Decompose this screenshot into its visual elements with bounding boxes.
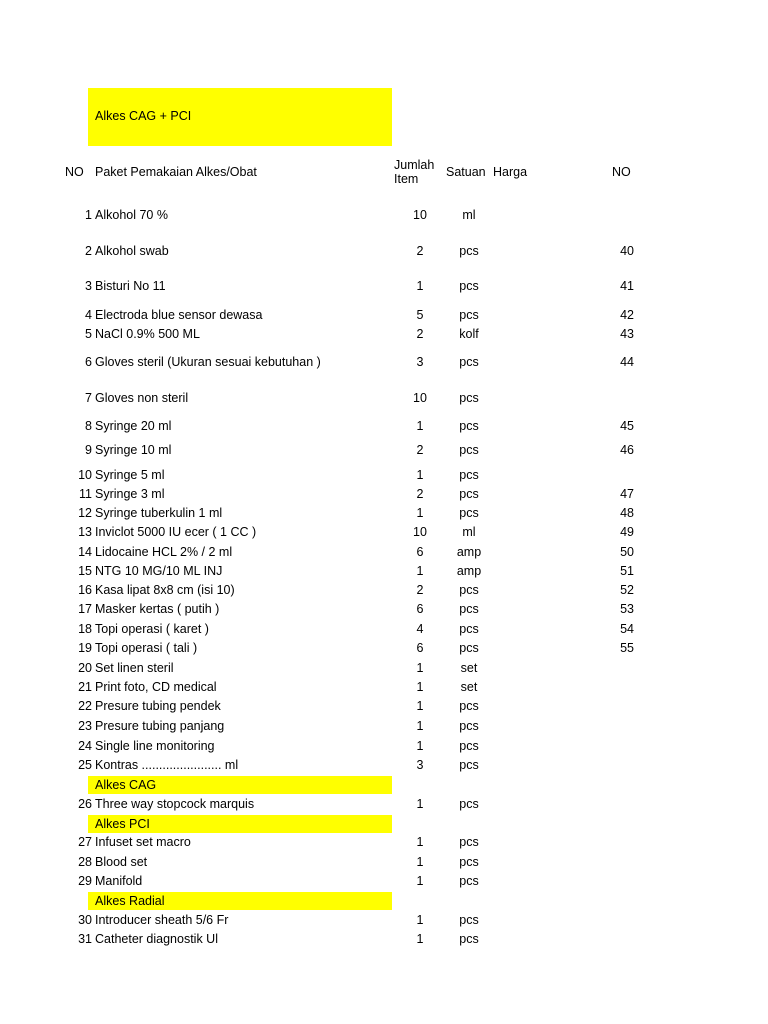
item-quantity: 1 xyxy=(416,855,424,869)
item-unit: pcs xyxy=(459,739,479,753)
item-name: Alkohol swab xyxy=(95,244,169,258)
row-number: 17 xyxy=(78,602,92,616)
table-row xyxy=(0,659,768,677)
row-number-right: 44 xyxy=(620,355,634,369)
table-row xyxy=(0,756,768,774)
item-unit: amp xyxy=(456,545,482,559)
item-unit: pcs xyxy=(459,279,479,293)
table-row xyxy=(0,325,768,343)
table-row xyxy=(0,737,768,755)
item-quantity: 1 xyxy=(416,797,424,811)
item-name: Three way stopcock marquis xyxy=(95,797,255,811)
table-row xyxy=(0,581,768,599)
row-number: 18 xyxy=(78,622,92,636)
item-unit: amp xyxy=(456,564,482,578)
item-quantity: 6 xyxy=(416,602,424,616)
table-row xyxy=(0,697,768,715)
row-number-right: 45 xyxy=(620,419,634,433)
header-satuan: Satuan xyxy=(446,165,486,179)
row-number: 8 xyxy=(85,419,92,433)
header-no-right: NO xyxy=(612,165,631,179)
section-header xyxy=(88,892,392,910)
row-number: 7 xyxy=(85,391,92,405)
item-name: Topi operasi ( tali ) xyxy=(95,641,198,655)
item-quantity: 1 xyxy=(416,661,424,675)
row-number: 20 xyxy=(78,661,92,675)
row-number-right: 52 xyxy=(620,583,634,597)
table-row xyxy=(0,523,768,541)
row-number-right: 46 xyxy=(620,443,634,457)
row-number: 11 xyxy=(79,487,92,501)
table-row xyxy=(0,639,768,657)
table-row xyxy=(0,389,768,407)
item-name: Presure tubing pendek xyxy=(95,699,221,713)
row-number: 16 xyxy=(78,583,92,597)
row-number: 21 xyxy=(78,680,92,694)
row-number: 10 xyxy=(78,468,92,482)
item-unit: pcs xyxy=(459,506,479,520)
item-name: Syringe 10 ml xyxy=(95,443,172,457)
item-unit: pcs xyxy=(459,583,479,597)
item-unit: pcs xyxy=(459,641,479,655)
row-number-right: 51 xyxy=(620,564,634,578)
row-number: 28 xyxy=(78,855,92,869)
item-quantity: 4 xyxy=(416,622,424,636)
table-row xyxy=(0,600,768,618)
row-number-right: 53 xyxy=(620,602,634,616)
item-unit: pcs xyxy=(459,874,479,888)
item-name: Syringe 20 ml xyxy=(95,419,172,433)
item-unit: pcs xyxy=(459,835,479,849)
row-number: 24 xyxy=(78,739,92,753)
item-unit: set xyxy=(460,680,478,694)
item-quantity: 1 xyxy=(416,279,424,293)
table-row xyxy=(0,833,768,851)
item-name: Presure tubing panjang xyxy=(95,719,225,733)
item-quantity: 6 xyxy=(416,641,424,655)
row-number-right: 40 xyxy=(620,244,634,258)
table-row xyxy=(0,678,768,696)
item-quantity: 3 xyxy=(416,355,424,369)
item-quantity: 1 xyxy=(416,739,424,753)
item-quantity: 10 xyxy=(413,525,427,539)
table-row xyxy=(0,930,768,948)
item-unit: pcs xyxy=(459,487,479,501)
row-number: 22 xyxy=(78,699,92,713)
item-name: Syringe 5 ml xyxy=(95,468,165,482)
table-row xyxy=(0,853,768,871)
row-number: 29 xyxy=(78,874,92,888)
table-row xyxy=(0,466,768,484)
item-quantity: 2 xyxy=(416,487,424,501)
item-unit: pcs xyxy=(459,391,479,405)
item-name: Introducer sheath 5/6 Fr xyxy=(95,913,229,927)
item-unit: pcs xyxy=(459,443,479,457)
item-unit: pcs xyxy=(459,932,479,946)
item-name: Inviclot 5000 IU ecer ( 1 CC ) xyxy=(95,525,257,539)
sheet-title: Alkes CAG + PCI xyxy=(95,109,192,123)
item-name: Infuset set macro xyxy=(95,835,191,849)
item-unit: set xyxy=(460,661,478,675)
table-row xyxy=(0,277,768,295)
item-quantity: 1 xyxy=(416,874,424,888)
item-quantity: 2 xyxy=(416,583,424,597)
item-unit: pcs xyxy=(459,719,479,733)
table-row xyxy=(0,485,768,503)
table-row xyxy=(0,543,768,561)
item-name: Gloves non steril xyxy=(95,391,189,405)
item-quantity: 2 xyxy=(416,443,424,457)
item-name: Alkohol 70 % xyxy=(95,208,168,222)
row-number-right: 54 xyxy=(620,622,634,636)
item-quantity: 6 xyxy=(416,545,424,559)
item-unit: pcs xyxy=(459,308,479,322)
item-unit: pcs xyxy=(459,699,479,713)
item-name: Manifold xyxy=(95,874,143,888)
item-quantity: 1 xyxy=(416,506,424,520)
item-quantity: 1 xyxy=(416,468,424,482)
table-row xyxy=(0,717,768,735)
item-unit: ml xyxy=(462,208,476,222)
row-number-right: 47 xyxy=(620,487,634,501)
section-header xyxy=(88,776,392,794)
item-unit: pcs xyxy=(459,855,479,869)
item-unit: kolf xyxy=(459,327,479,341)
item-quantity: 1 xyxy=(416,680,424,694)
row-number: 1 xyxy=(85,208,92,222)
item-name: Syringe tuberkulin 1 ml xyxy=(95,506,223,520)
row-number: 23 xyxy=(78,719,92,733)
item-quantity: 10 xyxy=(413,391,427,405)
item-quantity: 1 xyxy=(416,932,424,946)
table-row xyxy=(0,242,768,260)
item-quantity: 10 xyxy=(413,208,427,222)
item-unit: pcs xyxy=(459,797,479,811)
table-row xyxy=(0,306,768,324)
row-number: 15 xyxy=(78,564,92,578)
table-row xyxy=(0,353,768,371)
table-row xyxy=(0,504,768,522)
section-label: Alkes PCI xyxy=(95,817,150,831)
row-number: 25 xyxy=(78,758,92,772)
item-unit: pcs xyxy=(459,622,479,636)
row-number-right: 43 xyxy=(620,327,634,341)
row-number: 19 xyxy=(78,641,92,655)
item-name: Kasa lipat 8x8 cm (isi 10) xyxy=(95,583,235,597)
item-quantity: 1 xyxy=(416,913,424,927)
item-name: Topi operasi ( karet ) xyxy=(95,622,209,636)
section-label: Alkes Radial xyxy=(95,894,165,908)
item-unit: ml xyxy=(462,525,476,539)
item-quantity: 1 xyxy=(416,699,424,713)
header-paket: Paket Pemakaian Alkes/Obat xyxy=(95,165,257,179)
table-row xyxy=(0,562,768,580)
section-header xyxy=(88,815,392,833)
row-number-right: 48 xyxy=(620,506,634,520)
section-label: Alkes CAG xyxy=(95,778,157,792)
header-item: Item xyxy=(394,172,419,186)
item-quantity: 5 xyxy=(416,308,424,322)
item-quantity: 1 xyxy=(416,835,424,849)
row-number: 2 xyxy=(85,244,92,258)
table-row xyxy=(0,441,768,459)
table-row xyxy=(0,206,768,224)
item-name: Print foto, CD medical xyxy=(95,680,217,694)
item-unit: pcs xyxy=(459,355,479,369)
item-unit: pcs xyxy=(459,419,479,433)
item-unit: pcs xyxy=(459,913,479,927)
row-number: 12 xyxy=(78,506,92,520)
table-row xyxy=(0,795,768,813)
item-unit: pcs xyxy=(459,602,479,616)
item-name: NaCl 0.9% 500 ML xyxy=(95,327,200,341)
row-number-right: 55 xyxy=(620,641,634,655)
item-quantity: 1 xyxy=(416,419,424,433)
item-name: Set linen steril xyxy=(95,661,174,675)
row-number-right: 49 xyxy=(620,525,634,539)
item-name: Bisturi No 11 xyxy=(95,279,166,293)
table-row xyxy=(0,911,768,929)
row-number: 31 xyxy=(78,932,92,946)
row-number: 26 xyxy=(78,797,92,811)
item-name: Syringe 3 ml xyxy=(95,487,165,501)
row-number: 3 xyxy=(85,279,92,293)
table-row xyxy=(0,872,768,890)
header-harga: Harga xyxy=(493,165,528,179)
item-name: Gloves steril (Ukuran sesuai kebutuhan ) xyxy=(95,355,321,369)
item-quantity: 1 xyxy=(416,719,424,733)
item-quantity: 3 xyxy=(416,758,424,772)
item-name: NTG 10 MG/10 ML INJ xyxy=(95,564,223,578)
row-number-right: 42 xyxy=(620,308,634,322)
item-unit: pcs xyxy=(459,244,479,258)
item-name: Masker kertas ( putih ) xyxy=(95,602,220,616)
item-unit: pcs xyxy=(459,468,479,482)
item-quantity: 2 xyxy=(416,244,424,258)
table-row xyxy=(0,620,768,638)
row-number-right: 50 xyxy=(620,545,634,559)
row-number: 9 xyxy=(85,443,92,457)
row-number: 27 xyxy=(78,835,92,849)
item-name: Kontras ....................... ml xyxy=(95,758,239,772)
row-number: 6 xyxy=(85,355,92,369)
row-number: 14 xyxy=(78,545,92,559)
row-number: 4 xyxy=(85,308,92,322)
item-quantity: 1 xyxy=(416,564,424,578)
item-name: Lidocaine HCL 2% / 2 ml xyxy=(95,545,233,559)
row-number: 30 xyxy=(78,913,92,927)
item-quantity: 2 xyxy=(416,327,424,341)
row-number-right: 41 xyxy=(620,279,634,293)
row-number: 5 xyxy=(85,327,92,341)
row-number: 13 xyxy=(78,525,92,539)
header-jumlah: Jumlah xyxy=(394,158,435,172)
item-name: Electroda blue sensor dewasa xyxy=(95,308,263,322)
header-no: NO xyxy=(65,165,84,179)
item-name: Single line monitoring xyxy=(95,739,215,753)
item-name: Catheter diagnostik Ul xyxy=(95,932,218,946)
table-row xyxy=(0,417,768,435)
item-unit: pcs xyxy=(459,758,479,772)
item-name: Blood set xyxy=(95,855,148,869)
